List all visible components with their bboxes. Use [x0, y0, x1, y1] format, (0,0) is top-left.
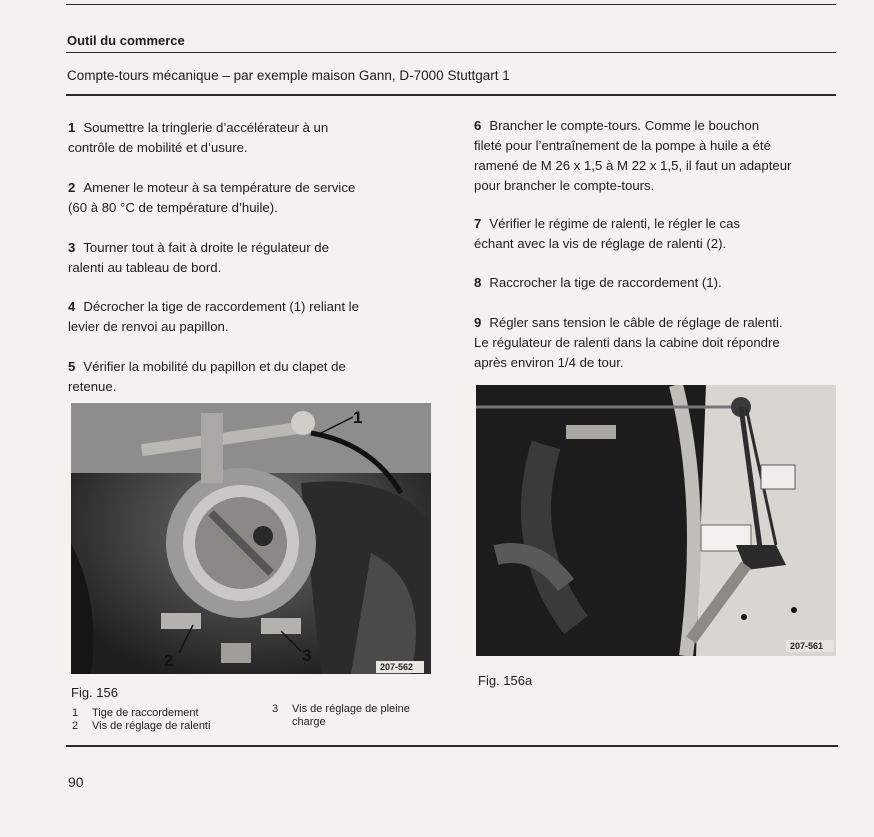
fig156-code: 207-562 [380, 662, 414, 672]
fig156-callout-2: 2 [164, 651, 174, 670]
bottom-rule [66, 745, 838, 747]
title-rule [66, 52, 836, 53]
tool-description: Compte-tours mécanique – par exemple maison Gann, D-7000 Stuttgart 1 [67, 68, 510, 83]
page-number: 90 [68, 774, 84, 790]
step-3: 3 Tourner tout à fait à droite le régulateur de ralenti au tableau de bord. [68, 240, 329, 275]
fig156-photo [71, 403, 431, 674]
legend-item: 1 Tige de raccordement [72, 707, 199, 719]
step-6: 6 Brancher le compte-tours. Comme le bouchon fileté pour l’entraînement de la pompe à huile a été ramené de M 26 x 1,5 à M 22 x 1,5, il faut un adapteur pour brancher le compte-tours. [474, 118, 792, 193]
step-4: 4 Décrocher la tige de raccordement (1) reliant le levier de renvoi au papillon. [68, 299, 359, 334]
fig156-legend-left [72, 707, 210, 733]
tool-rule [66, 94, 836, 96]
legend-item: charge [292, 716, 326, 728]
fig156a-caption: Fig. 156a [478, 673, 533, 688]
legend-item: 2 Vis de réglage de ralenti [72, 720, 211, 732]
fig156-callout-1: 1 [353, 408, 363, 427]
step-2: 2 Amener le moteur à sa température de service (60 à 80 °C de température d’huile). [68, 180, 356, 215]
top-rule [66, 4, 836, 5]
legend-item: 3 Vis de réglage de pleine [272, 703, 410, 715]
step-1: 1 Soumettre la tringlerie d’accélérateur à un contrôle de mobilité et d’usure. [68, 120, 329, 155]
fig156-caption: Fig. 156 [71, 685, 118, 700]
fig156-legend-right [272, 703, 410, 729]
fig156-callout-3: 3 [302, 646, 312, 665]
fig156a-photo [476, 385, 836, 656]
step-9: 9 Régler sans tension le câble de réglage de ralenti. Le régulateur de ralenti dans la cabine doit répondre après environ 1/4 de tour. [474, 315, 783, 370]
section-title: Outil du commerce [67, 33, 185, 48]
step-5: 5 Vérifier la mobilité du papillon et du clapet de retenue. [68, 359, 346, 394]
step-7: 7 Vérifier le régime de ralenti, le régler le cas échant avec la vis de réglage de ralenti (2). [474, 216, 741, 251]
step-8: 8 Raccrocher la tige de raccordement (1). [474, 275, 722, 290]
fig156a-code: 207-561 [790, 641, 824, 651]
